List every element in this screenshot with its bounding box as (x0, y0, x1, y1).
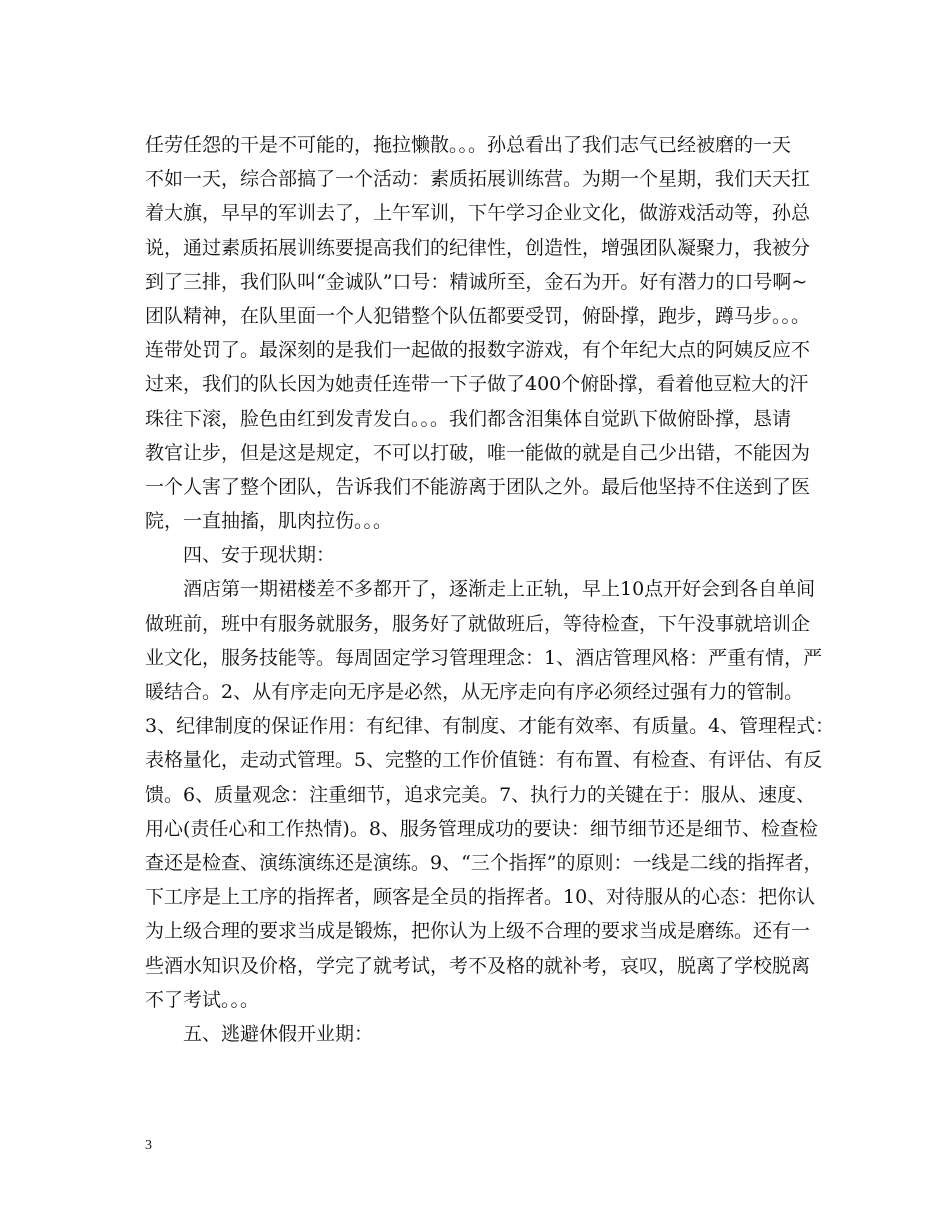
text-line: 为上级合理的要求当成是锻炼，把你认为上级不合理的要求当成是磨练。还有一 (145, 920, 811, 943)
text-line: 院，一直抽搐，肌肉拉伤。。。 (145, 510, 393, 533)
text-line: 教官让步，但是这是规定，不可以打破，唯一能做的就是自己少出错，不能因为 (145, 441, 811, 464)
text-line: 一个人害了整个团队，告诉我们不能游离于团队之外。最后他坚持不住送到了医 (145, 475, 811, 498)
text-line: 酒店第一期裙楼差不多都开了，逐渐走上正轨，早上10点开好会到各自单间 (183, 578, 816, 601)
page-number: 3 (145, 1138, 152, 1153)
text-line: 着大旗，早早的军训去了，上午军训，下午学习企业文化，做游戏活动等，孙总 (145, 202, 811, 225)
text-line: 查还是检查、演练演练还是演练。9、“三个指挥”的原则：一线是二线的指挥者， (145, 851, 823, 874)
text-line: 表格量化，走动式管理。5、完整的工作价值链：有布置、有检查、有评估、有反 (145, 749, 823, 772)
text-line: 任劳任怨的干是不可能的，拖拉懒散。。。孙总看出了我们志气已经被磨的一天 (145, 134, 792, 156)
text-line: 不了考试。。。 (145, 988, 260, 1011)
text-line: 到了三排，我们队叫“金诚队”口号：精诚所至，金石为开。好有潜力的口号啊~ (145, 270, 808, 293)
text-line: 暖结合。2、从有序走向无序是必然，从无序走向有序必须经过强有力的管制。 (145, 681, 804, 703)
text-line: 馈。6、质量观念：注重细节，追求完美。7、执行力的关键在于：服从、速度、 (145, 783, 816, 806)
text-line: 用心(责任心和工作热情)。8、服务管理成功的要诀：细节细节还是细节、检查检 (145, 817, 818, 840)
text-line: 团队精神，在队里面一个人犯错整个队伍都要受罚，俯卧撑，跑步，蹲马步。。。 (145, 304, 811, 327)
text-line: 说，通过素质拓展训练要提高我们的纪律性，创造性，增强团队凝聚力，我被分 (145, 236, 811, 259)
text-line: 些酒水知识及价格，学完了就考试，考不及格的就补考，哀叹，脱离了学校脱离 (145, 954, 811, 977)
text-line: 连带处罚了。最深刻的是我们一起做的报数字游戏，有个年纪大点的阿姨反应不 (145, 339, 811, 362)
text-line: 过来，我们的队长因为她责任连带一下子做了400个俯卧撑，看着他豆粒大的汗 (145, 373, 809, 396)
text-line: 下工序是上工序的指挥者，顾客是全员的指挥者。10、对待服从的心态：把你认 (145, 886, 816, 909)
text-line: 不如一天，综合部搞了一个活动：素质拓展训练营。为期一个星期，我们天天扛 (145, 168, 811, 191)
section-heading: 五、逃避休假开业期： (183, 1022, 374, 1045)
text-line: 做班前，班中有服务就服务，服务好了就做班后，等待检查，下午没事就培训企 (145, 612, 811, 635)
text-line: 珠往下滚，脸色由红到发青发白。。。我们都含泪集体自觉趴下做俯卧撑，恳请 (145, 407, 792, 430)
document-body (145, 128, 835, 1051)
text-line: 业文化，服务技能等。每周固定学习管理理念：1、酒店管理风格：严重有情，严 (145, 646, 823, 669)
section-heading: 四、安于现状期： (183, 544, 336, 567)
text-line: 3、纪律制度的保证作用：有纪律、有制度、才能有效率、有质量。4、管理程式： (145, 715, 835, 738)
